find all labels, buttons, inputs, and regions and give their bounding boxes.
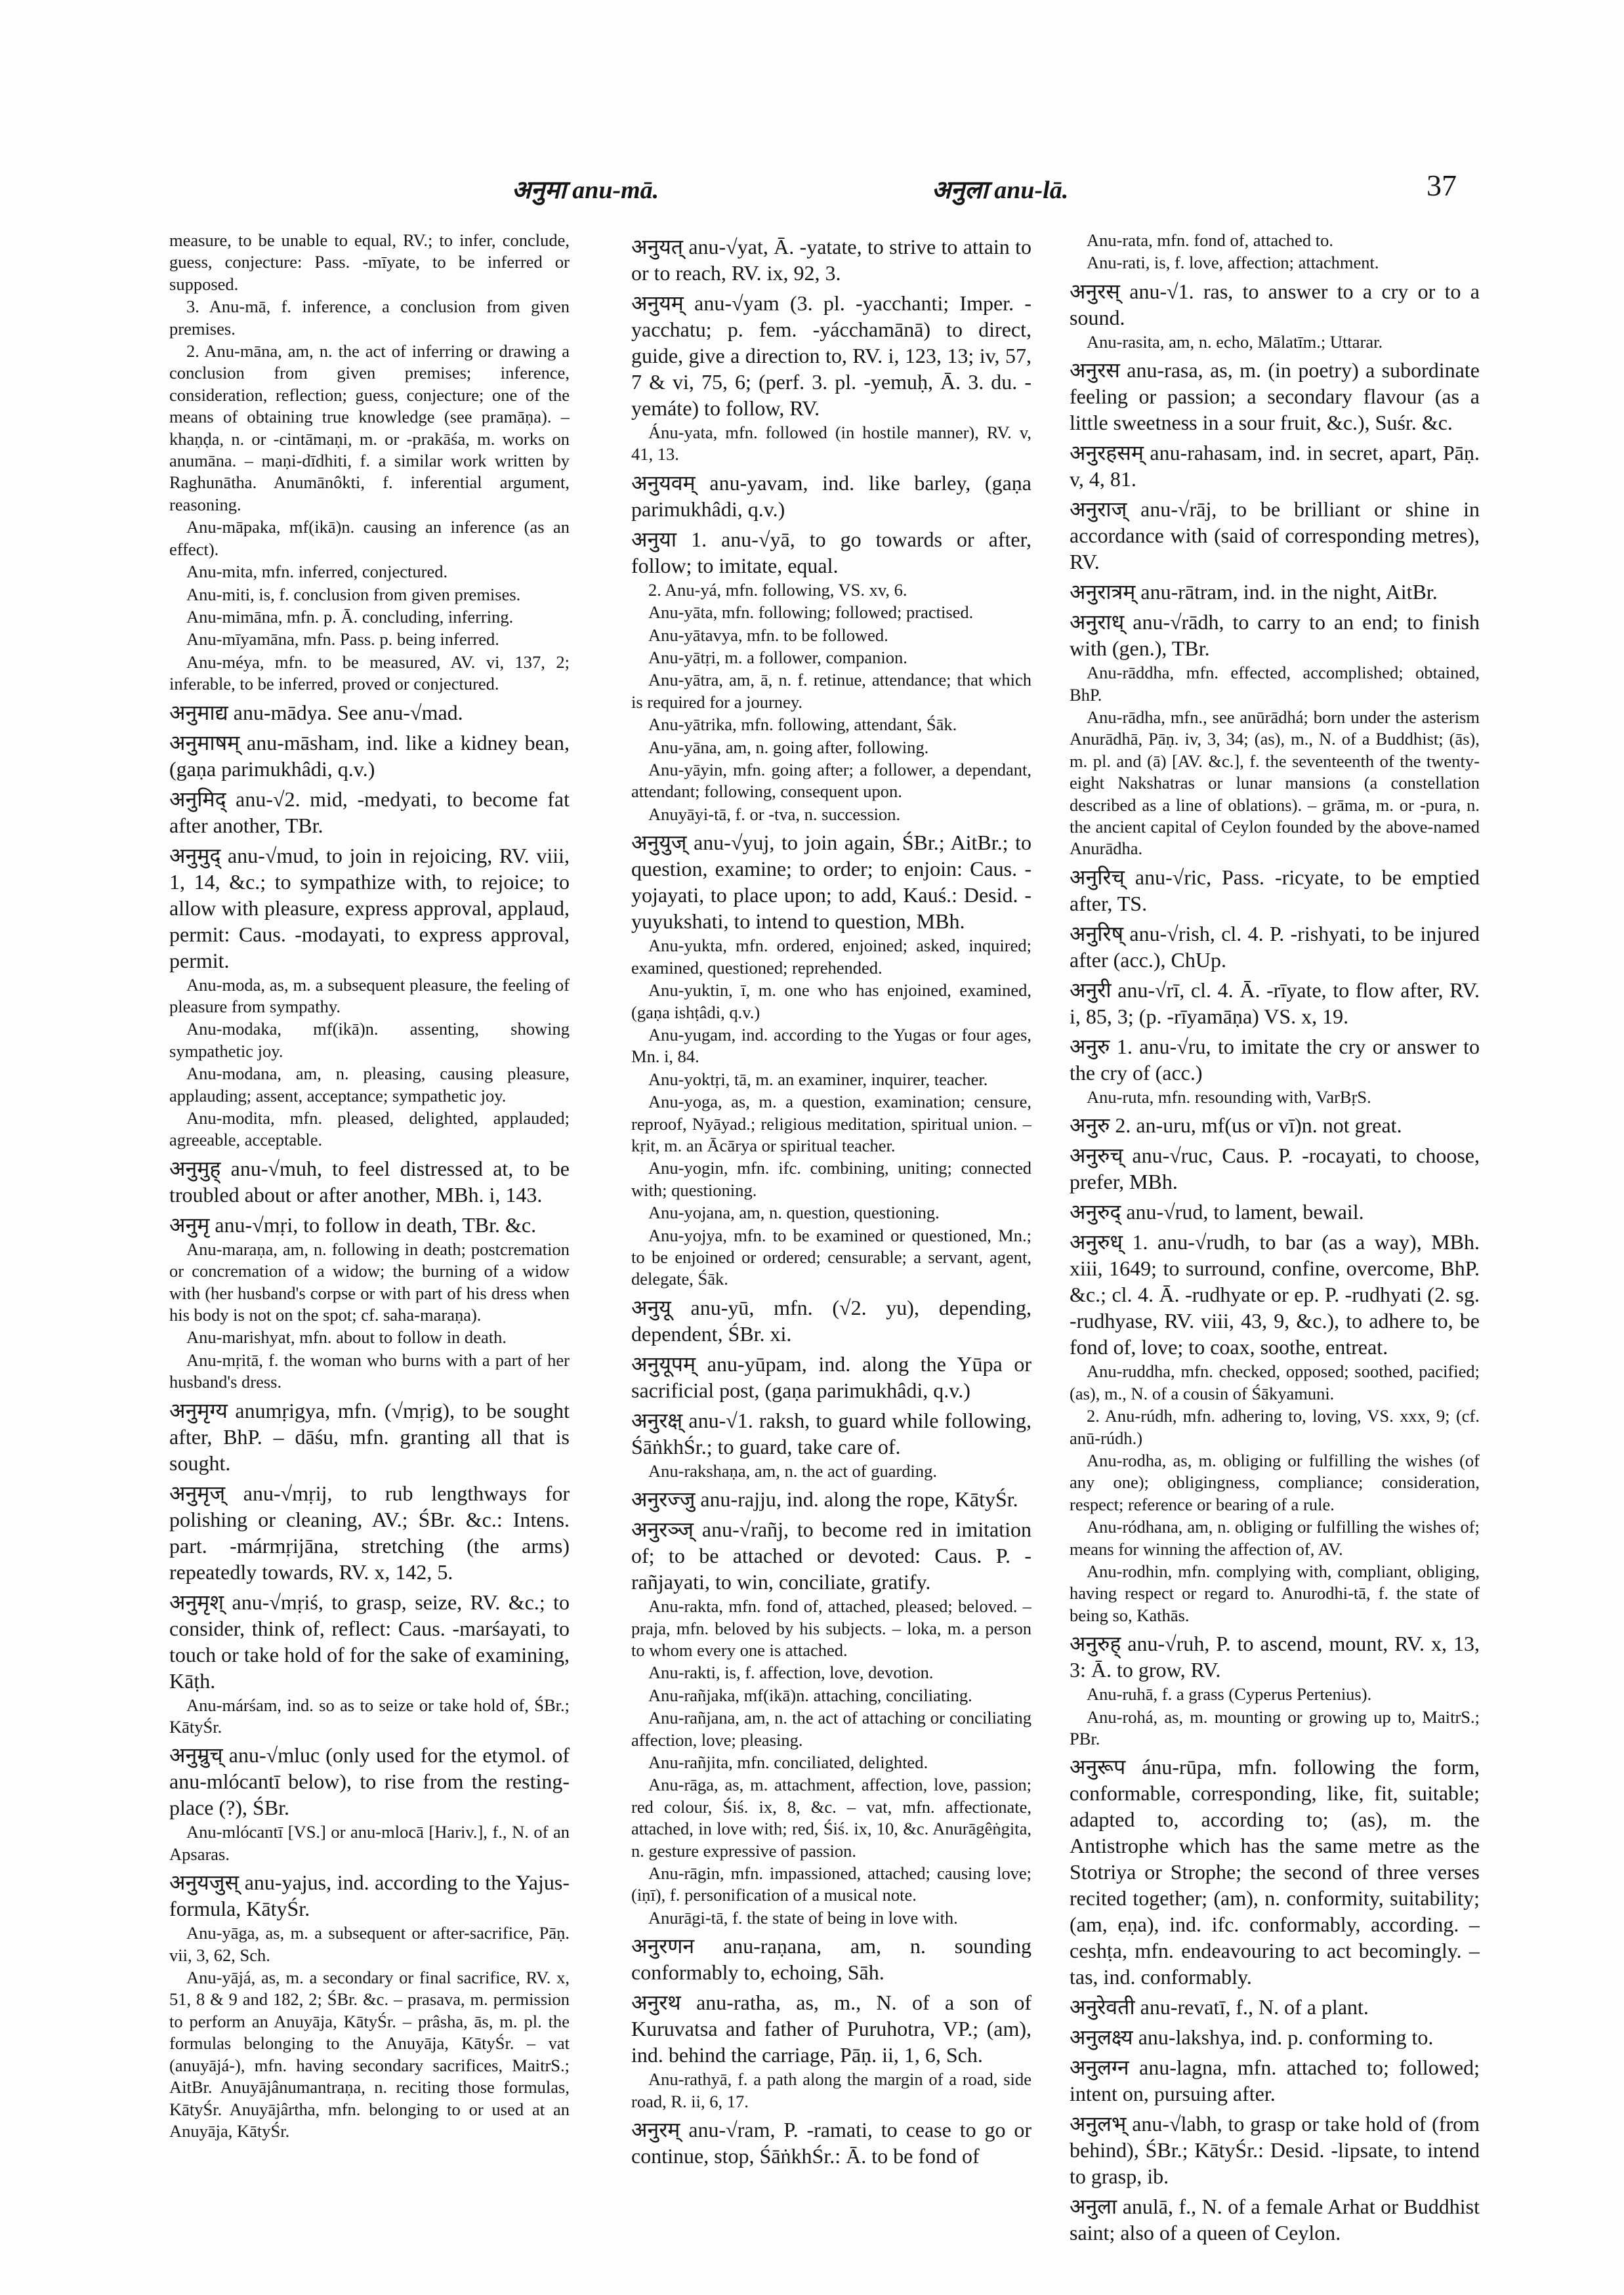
subentry: Anu-maraṇa, am, n. following in death; postcremation or concremation of a widow; the burning of a widow with (her husband's corpse or with part of his dress when his body is not on the spot; cf. saha-maraṇa). xyxy=(169,1239,570,1325)
headword-entry: अनुरु 2. an-uru, mf(us or vī)n. not great. xyxy=(1070,1113,1402,1138)
subentry: Anu-yātrika, mfn. following, attendant, Śāk. xyxy=(648,714,957,735)
headword-entry: अनुयत् anu-√yat, Ā. -yatate, to strive to attain to or to reach, RV. ix, 92, 3. xyxy=(631,235,1031,285)
subentry: Anu-méya, mfn. to be measured, AV. vi, 137, 2; inferable, to be inferred, proved or conjectured. xyxy=(169,651,570,694)
headword-entry: अनुरात्रम् anu-rātram, ind. in the night, AitBr. xyxy=(1070,580,1438,604)
subentry: Anu-mimāna, mfn. p. Ā. concluding, inferring. xyxy=(186,606,514,627)
headword-entry: अनुया 1. anu-√yā, to go towards or after, follow; to imitate, equal. xyxy=(631,527,1031,577)
subentry: Anu-yukta, mfn. ordered, enjoined; asked, inquired; examined, questioned; reprehended. xyxy=(631,936,1031,978)
headword-entry: अनुराज् anu-√rāj, to be brilliant or shine in accordance with (said of corresponding metres), RV. xyxy=(1070,497,1480,574)
subentry: Anu-rati, is, f. love, affection; attachment. xyxy=(1087,253,1379,273)
subentry: Anu-rathyā, f. a path along the margin of a road, side road, R. ii, 6, 17. xyxy=(631,2069,1031,2111)
running-head xyxy=(171,169,1457,211)
headword-entry: अनुरुद् anu-√rud, to lament, bewail. xyxy=(1070,1200,1364,1224)
subentry: Anu-mita, mfn. inferred, conjectured. xyxy=(186,562,448,582)
subentry: Anu-ruddha, mfn. checked, opposed; soothed, pacified; (as), m., N. of a cousin of Śākyamuni. xyxy=(1070,1361,1480,1403)
subentry: Anu-rasita, am, n. echo, Mālatīm.; Uttarar. xyxy=(1087,331,1383,352)
subentry: Anu-rāddha, mfn. effected, accomplished; obtained, BhP. xyxy=(1070,663,1480,705)
headword-entry: अनुरज्जु anu-rajju, ind. along the rope, KātyŚr. xyxy=(631,1487,1018,1512)
headword-entry: अनुमृग्य anumṛigya, mfn. (√mṛig), to be sought after, BhP. – dāśu, mfn. granting all that is sought. xyxy=(169,1398,570,1475)
subentry: Anu-yāyin, mfn. going after; a follower, a dependant, attendant; following, consequent upon. xyxy=(631,760,1031,802)
headword-entry: अनुरुह् anu-√ruh, P. to ascend, mount, RV. x, 13, 3: Ā. to grow, RV. xyxy=(1070,1632,1480,1682)
subentry: Anu-rohá, as, m. mounting or growing up to, MaitrS.; PBr. xyxy=(1070,1706,1480,1748)
subentry: Anu-yoga, as, m. a question, examination; censure, reproof, Nyāyad.; religious meditation, spiritual union. – kṛit, m. an Ācārya or spiritual teacher. xyxy=(631,1092,1031,1155)
headword-entry: अनुमाद्य anu-mādya. See anu-√mad. xyxy=(169,700,463,724)
headword-entry: अनुमृ anu-√mṛi, to follow in death, TBr. &c. xyxy=(169,1212,537,1237)
headword-entry: अनुरु 1. anu-√ru, to imitate the cry or answer to the cry of (acc.) xyxy=(1070,1034,1480,1085)
headword-entry: अनुमुह् anu-√muh, to feel distressed at, to be troubled about or after another, MBh. i, 143. xyxy=(169,1156,570,1207)
subentry: Anu-ródhana, am, n. obliging or fulfilling the wishes of; means for winning the affection of, AV. xyxy=(1070,1517,1480,1559)
subentry: Anu-yāna, am, n. going after, following. xyxy=(648,737,929,757)
headword-entry: अनुरूप ánu-rūpa, mfn. following the form, conformable, corresponding, like, fit, suitable; adapted to, according to; (as), m. the Antistrophe which has the same metre as the Stotriya or Strophe; the second of three verses recited together; (am), n. conformity, suitability; (am, eṇa), ind. ifc. conformably, according. – ceshṭa, mfn. endeavouring to act becomingly. – tas, ind. conformably. xyxy=(1070,1755,1480,1989)
subentry: Anu-rāga, as, m. attachment, affection, love, passion; red colour, Śiś. ix, 8, &c. – vat, mfn. affectionate, attached, in love with; red, Śiś. ix, 10, &c. Anurāgêṅgita, n. gesture expressive of passion. xyxy=(631,1775,1031,1861)
subentry: Anu-rādha, mfn., see anūrādhá; born under the asterism Anurādhā, Pāṇ. iv, 3, 34; (as), m., N. of a Buddhist; (ās), m. pl. and (ā) [AV. &c.], f. the seventeenth of the twenty-eight Nakshatras or lunar mansions (a constellation described as a line of oblations). – grāma, m. or -pura, n. the ancient capital of Ceylon founded by the above-named Anurādha. xyxy=(1070,707,1480,859)
headword-entry: अनुरी anu-√rī, cl. 4. Ā. -rīyate, to flow after, RV. i, 85, 3; (p. -rīyamāṇa) VS. x, 19. xyxy=(1070,978,1480,1028)
subentry: Anu-mṛitā, f. the woman who burns with a part of her husband's dress. xyxy=(169,1350,570,1392)
headword-entry: अनुरिष् anu-√rish, cl. 4. P. -rishyati, to be injured after (acc.), ChUp. xyxy=(1070,921,1480,972)
headword-entry: अनुला anulā, f., N. of a female Arhat or Buddhist saint; also of a queen of Ceylon. xyxy=(1070,2195,1480,2245)
headword-entry: अनुयवम् anu-yavam, ind. like barley, (gaṇa parimukhâdi, q.v.) xyxy=(631,470,1031,521)
subentry: Anu-yugam, ind. according to the Yugas or four ages, Mn. i, 84. xyxy=(631,1024,1031,1067)
subentry: Anu-yojana, am, n. question, questioning. xyxy=(648,1203,940,1223)
headword-entry: अनुरञ्ज् anu-√rañj, to become red in imitation of; to be attached or devoted: Caus. P. -rañjayati, to win, conciliate, gratify. xyxy=(631,1518,1031,1594)
headword-entry: अनुयम् anu-√yam (3. pl. -yacchanti; Imper. -yacchatu; p. fem. -yácchamānā) to direct, guide, give a direction to, RV. i, 123, 13; iv, 57, 7 & vi, 75, 6; (perf. 3. pl. -yemuḥ, Ā. 3. du. -yemáte) to follow, RV. xyxy=(631,291,1031,420)
subentry: Anu-ruta, mfn. resounding with, VarBṛS. xyxy=(1087,1086,1371,1107)
headword-entry: अनुयू anu-yū, mfn. (√2. yu), depending, dependent, ŚBr. xi. xyxy=(631,1295,1031,1346)
subentry: Anu-modita, mfn. pleased, delighted, applauded; agreeable, acceptable. xyxy=(169,1107,570,1150)
subentry: Ánu-yata, mfn. followed (in hostile manner), RV. v, 41, 13. xyxy=(631,423,1031,465)
subentry: Anu-rakti, is, f. affection, love, devotion. xyxy=(648,1663,934,1683)
subentry: Anu-miti, is, f. conclusion from given premises. xyxy=(186,584,521,604)
headword-entry: अनुरक्ष् anu-√1. raksh, to guard while following, ŚāṅkhŚr.; to guard, take care of. xyxy=(631,1408,1031,1458)
subentry: Anu-rodha, as, m. obliging or fulfilling the wishes (of any one); obligingness, compliance; consideration, respect; reference or bearing of a rule. xyxy=(1070,1450,1480,1514)
subentry: Anu-māpaka, mf(ikā)n. causing an inference (as an effect). xyxy=(169,517,570,559)
headword-entry: अनुरम् anu-√ram, P. -ramati, to cease to go or continue, stop, ŚāṅkhŚr.: Ā. to be fond of xyxy=(631,2118,1031,2168)
headword-entry: अनुमिद् anu-√2. mid, -medyati, to become fat after another, TBr. xyxy=(169,787,570,837)
subentry: 3. Anu-mā, f. inference, a conclusion from given premises. xyxy=(169,297,570,339)
column-2 xyxy=(631,230,1031,2264)
headword-entry: अनुरुध् 1. anu-√rudh, to bar (as a way), MBh. xiii, 1649; to surround, confine, overcome, BhP. &c.; cl. 4. Ā. -rudhyate or ep. P. -rudhyati (2. sg. -rudhyase, RV. viii, 43, 9, &c.), to adhere to, be fond of, love; to coax, soothe, entreat. xyxy=(1070,1230,1480,1359)
subentry: Anu-yājá, as, m. a secondary or final sacrifice, RV. x, 51, 8 & 9 and 182, 2; ŚBr. &c. – prasava, m. permission to perform an Anuyāja, KātyŚr. – prâsha, ās, m. pl. the formulas belonging to the Anuyāja, KātyŚr. – vat (anuyājá-), mfn. having secondary sacrifices, MaitrS.; AitBr. Anuyājânumantraṇa, n. reciting those formulas, KātyŚr. Anuyājârtha, mfn. belonging to or used at an Anuyāja, KātyŚr. xyxy=(169,1968,570,2141)
subentry: Anu-yātṛi, m. a follower, companion. xyxy=(648,648,907,668)
subentry: 2. Anu-māna, am, n. the act of inferring or drawing a conclusion from given premises; inference, consideration, reflection; guess, conjecture; one of the means of obtaining true knowledge (see pramāṇa). – khaṇḍa, n. or -cintāmaṇi, m. or -prakāśa, m. works on anumāna. – maṇi-dīdhiti, f. a similar work written by Raghunātha. Anumānôkti, f. inferential argument, reasoning. xyxy=(169,341,570,514)
headword-entry: अनुमृश् anu-√mṛiś, to grasp, seize, RV. &c.; to consider, think of, reflect: Caus. -marśayati, to touch or take hold of for the sake of examining, Kāṭh. xyxy=(169,1590,570,1693)
subentry: Anu-rañjaka, mf(ikā)n. attaching, conciliating. xyxy=(648,1685,972,1705)
subentry: Anu-yojya, mfn. to be examined or questioned, Mn.; to be enjoined or ordered; censurable; a servant, agent, delegate, Śāk. xyxy=(631,1225,1031,1289)
subentry: Anu-marishyat, mfn. about to follow in death. xyxy=(186,1327,507,1348)
subentry: Anu-yuktin, ī, m. one who has enjoined, examined, (gaṇa ishṭâdi, q.v.) xyxy=(631,980,1031,1022)
headword-entry: अनुयुज् anu-√yuj, to join again, ŚBr.; AitBr.; to question, examine; to order; to enjoin: Caus. -yojayati, to place upon; to add, Kauś.: Desid. -yuyukshati, to intend to question, MBh. xyxy=(631,831,1031,934)
headword-entry: अनुम्रुच् anu-√mluc (only used for the etymol. of anu-mlócantī below), to rise from the resting-place (?), ŚBr. xyxy=(169,1743,570,1820)
subentry: Anurāgi-tā, f. the state of being in love with. xyxy=(648,1907,958,1928)
subentry: Anu-rodhin, mfn. complying with, compliant, obliging, having respect or regard to. Anurodhi-tā, f. the state of being so, Kathās. xyxy=(1070,1561,1480,1625)
headword-entry: अनुलभ् anu-√labh, to grasp or take hold of (from behind), ŚBr.; KātyŚr.: Desid. -lipsate, to intend to grasp, ib. xyxy=(1070,2112,1480,2189)
headword-entry: अनुमाषम् anu-māsham, ind. like a kidney bean, (gaṇa parimukhâdi, q.v.) xyxy=(169,730,570,781)
subentry: Anu-rāgin, mfn. impassioned, attached; causing love; (iṇī), f. personification of a musical note. xyxy=(631,1863,1031,1905)
subentry: Anu-moda, as, m. a subsequent pleasure, the feeling of pleasure from sympathy. xyxy=(169,974,570,1016)
headword-entry: अनुराध् anu-√rādh, to carry to an end; to finish with (gen.), TBr. xyxy=(1070,610,1480,661)
subentry: Anu-mīyamāna, mfn. Pass. p. being inferred. xyxy=(186,629,499,650)
subentry: Anu-ruhā, f. a grass (Cyperus Pertenius). xyxy=(1087,1684,1372,1705)
header-right-guide-word: अनुला anu-lā. xyxy=(932,176,1069,204)
subentry: Anu-modana, am, n. pleasing, causing pleasure, applauding; assent, acceptance; sympathetic joy. xyxy=(169,1064,570,1106)
subentry: Anu-rakshaṇa, am, n. the act of guarding. xyxy=(648,1460,938,1481)
subentry: 2. Anu-rúdh, mfn. adhering to, loving, VS. xxx, 9; (cf. anū-rúdh.) xyxy=(1070,1406,1480,1448)
headword-entry: अनुयजुस् anu-yajus, ind. according to the Yajus-formula, KātyŚr. xyxy=(169,1871,570,1921)
subentry: Anu-modaka, mf(ikā)n. assenting, showing sympathetic joy. xyxy=(169,1019,570,1061)
subentry: Anu-yāga, as, m. a subsequent or after-sacrifice, Pāṇ. vii, 3, 62, Sch. xyxy=(169,1923,570,1965)
subentry: 2. Anu-yá, mfn. following, VS. xv, 6. xyxy=(648,579,907,600)
subentry: Anu-mlócantī [VS.] or anu-mlocā [Hariv.], f., N. of an Apsaras. xyxy=(169,1822,570,1864)
subentry: Anu-rañjana, am, n. the act of attaching or conciliating affection, love; pleasing. xyxy=(631,1708,1031,1750)
subentry: Anu-rañjita, mfn. conciliated, delighted. xyxy=(648,1752,928,1773)
subentry: Anu-yoktṛi, tā, m. an examiner, inquirer, teacher. xyxy=(648,1069,988,1089)
headword-entry: अनुरणन anu-raṇana, am, n. sounding conformably to, echoing, Sāh. xyxy=(631,1934,1031,1985)
headword-entry: अनुयूपम् anu-yūpam, ind. along the Yūpa or sacrificial post, (gaṇa parimukhâdi, q.v.) xyxy=(631,1352,1031,1402)
headword-entry: अनुमुद् anu-√mud, to join in rejoicing, RV. viii, 1, 14, &c.; to sympathize with, to rejoice; to allow with pleasure, express approval, applaud, permit: Caus. -modayati, to express approval, permit. xyxy=(169,843,570,972)
headword-entry: अनुरहसम् anu-rahasam, ind. in secret, apart, Pāṇ. v, 4, 81. xyxy=(1070,441,1480,491)
subentry: Anu-yāta, mfn. following; followed; practised. xyxy=(648,602,974,623)
subentry: Anuyāyi-tā, f. or -tva, n. succession. xyxy=(648,804,901,824)
subentry: Anu-rakta, mfn. fond of, attached, pleased; beloved. – praja, mfn. beloved by his subjects. – loka, m. a person to whom every one is attached. xyxy=(631,1596,1031,1660)
subentry: Anu-yogin, mfn. ifc. combining, uniting; connected with; questioning. xyxy=(631,1158,1031,1200)
column-3 xyxy=(1070,230,1480,2264)
headword-entry: अनुरुच् anu-√ruc, Caus. P. -rocayati, to choose, prefer, MBh. xyxy=(1070,1144,1480,1194)
headword-entry: अनुरिच् anu-√ric, Pass. -ricyate, to be emptied after, TS. xyxy=(1070,865,1480,915)
headword-entry: अनुरथ anu-ratha, as, m., N. of a son of Kuruvatsa and father of Puruhotra, VP.; (am), ind. behind the carriage, Pāṇ. ii, 1, 6, Sch. xyxy=(631,1991,1031,2067)
subentry: Anu-yātavya, mfn. to be followed. xyxy=(648,625,888,645)
subentry: Anu-rata, mfn. fond of, attached to. xyxy=(1087,230,1334,250)
subentry: Anu-márśam, ind. so as to seize or take hold of, ŚBr.; KātyŚr. xyxy=(169,1695,570,1737)
headword-entry: अनुरस् anu-√1. ras, to answer to a cry or to a sound. xyxy=(1070,279,1480,329)
headword-entry: अनुमृज् anu-√mṛij, to rub lengthways for polishing or cleaning, AV.; ŚBr. &c.: Intens. part. -mármṛijāna, stretching (the arms) repeatedly towards, RV. x, 142, 5. xyxy=(169,1481,570,1584)
subentry: Anu-yātra, am, ā, n. f. retinue, attendance; that which is required for a journey. xyxy=(631,670,1031,712)
headword-entry: अनुरस anu-rasa, as, m. (in poetry) a subordinate feeling or passion; a secondary flavour (as a little sweetness in a sour fruit, &c.), Suśr. &c. xyxy=(1070,358,1480,435)
header-left-guide-word: अनुमा anu-mā. xyxy=(512,176,659,204)
headword-entry: अनुरेवती anu-revatī, f., N. of a plant. xyxy=(1070,1995,1369,2019)
headword-entry: अनुलक्ष्य anu-lakshya, ind. p. conforming to. xyxy=(1070,2025,1434,2050)
column-1 xyxy=(169,230,570,2264)
headword-entry: अनुलग्न anu-lagna, mfn. attached to; followed; intent on, pursuing after. xyxy=(1070,2056,1480,2106)
continued-entry: measure, to be unable to equal, RV.; to infer, conclude, guess, conjecture: Pass. -mīyate, to be inferred or supposed. xyxy=(169,230,570,294)
page-number: 37 xyxy=(1426,169,1457,202)
